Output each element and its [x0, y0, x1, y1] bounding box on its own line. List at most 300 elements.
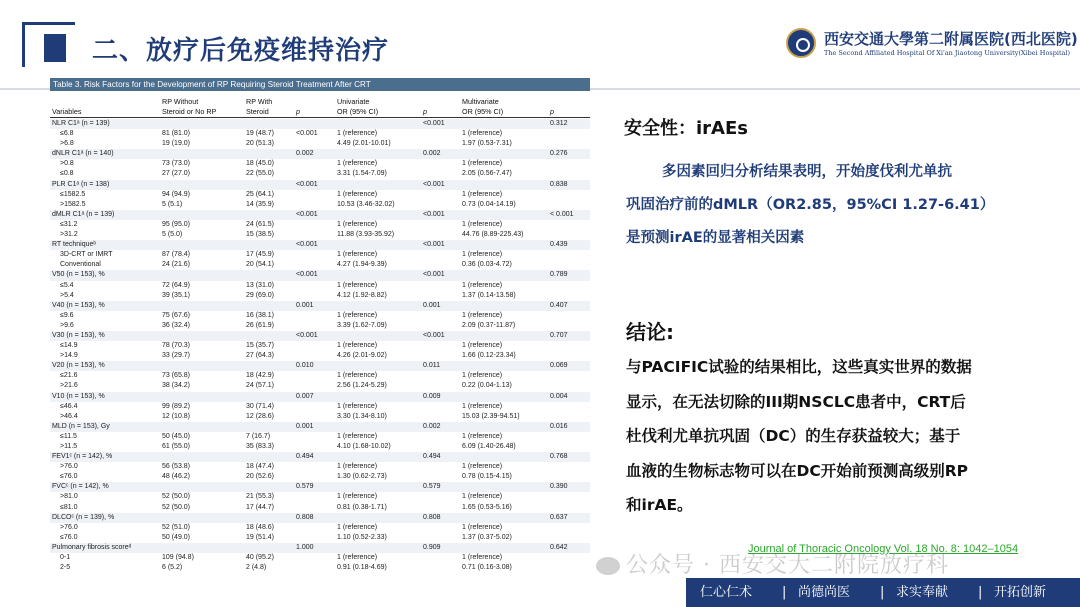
- table-cell-u: 4.27 (1.94-9.39): [337, 261, 387, 269]
- table-cell-m: 0.78 (0.15-4.15): [462, 473, 512, 481]
- table-row: [50, 159, 590, 169]
- table-row: [50, 553, 590, 563]
- table-caption: Table 3. Risk Factors for the Development of RP Requiring Steroid Treatment After CRT: [50, 78, 590, 91]
- table-cell-a: 19 (19.0): [162, 140, 191, 148]
- safety-line: 多因素回归分析结果表明，开始度伐利尤单抗: [662, 164, 952, 180]
- table-group-row: [50, 482, 590, 492]
- table-cell-v: NLR C1ᵃ (n = 139): [52, 120, 110, 127]
- table-row: [50, 442, 590, 452]
- table-cell-b: 19 (51.4): [246, 533, 275, 541]
- header-multivariate-1: Multivariate: [462, 97, 499, 106]
- table-cell-m: 15.03 (2.39-94.51): [462, 412, 520, 420]
- table-row: [50, 492, 590, 502]
- table-cell-u: 1 (reference): [337, 402, 378, 410]
- table-cell-b: 35 (83.3): [246, 443, 275, 450]
- table-group-row: [50, 331, 590, 341]
- table-cell-u: 0.81 (0.38-1.71): [337, 503, 387, 511]
- header-no-steroid-2: Steroid or No RP: [162, 107, 217, 116]
- table-cell-v: ≤76.0: [60, 533, 78, 541]
- table-row: [50, 381, 590, 391]
- table-cell-m: 6.09 (1.40-26.48): [462, 443, 516, 450]
- motto-divider: |: [880, 585, 885, 600]
- table-cell-a: 50 (49.0): [162, 533, 191, 541]
- table-cell-p2: 0.909: [423, 543, 441, 551]
- table-row: [50, 341, 590, 351]
- table-cell-p2: <0.001: [423, 180, 445, 188]
- table-group-row: [50, 301, 590, 311]
- table-cell-m: 1 (reference): [462, 463, 503, 471]
- table-cell-v: >76.0: [60, 523, 78, 531]
- table-cell-v: dMLR C1ᵃ (n = 139): [52, 210, 115, 218]
- table-cell-v: >76.0: [60, 463, 78, 471]
- table-cell-b: 22 (55.0): [246, 170, 275, 178]
- table-cell-b: 18 (42.9): [246, 372, 275, 380]
- table-group-row: [50, 180, 590, 190]
- table-cell-b: 21 (55.3): [246, 493, 275, 501]
- table-cell-p3: 0.707: [550, 331, 568, 339]
- table-group-row: [50, 210, 590, 220]
- table-cell-u: 1 (reference): [337, 342, 378, 350]
- table-cell-p1: 1.000: [296, 543, 314, 551]
- conclusion-line: 显示，在无法切除的III期NSCLC患者中，CRT后: [626, 392, 966, 411]
- table-group-row: [50, 422, 590, 432]
- table-cell-a: 73 (65.8): [162, 372, 191, 380]
- table-cell-p1: <0.001: [296, 180, 318, 188]
- table-cell-m: 0.36 (0.03-4.72): [462, 261, 512, 269]
- table-cell-p3: 0.838: [550, 180, 568, 188]
- table-cell-a: 72 (64.9): [162, 281, 191, 289]
- table-row: [50, 169, 590, 179]
- table-cell-b: 19 (48.7): [246, 130, 275, 138]
- table-cell-p1: 0.001: [296, 422, 314, 430]
- table-cell-v: >9.6: [60, 321, 74, 329]
- table-cell-a: 81 (81.0): [162, 130, 191, 138]
- table-cell-p1: <0.001: [296, 241, 318, 249]
- table-row: [50, 190, 590, 200]
- table-cell-b: 24 (61.5): [246, 220, 275, 228]
- table-group-row: [50, 392, 590, 402]
- table-cell-u: 3.39 (1.62-7.09): [337, 321, 387, 329]
- table-row: [50, 533, 590, 543]
- table-cell-b: 18 (45.0): [246, 160, 275, 168]
- table-cell-b: 17 (45.9): [246, 251, 275, 259]
- header-p-2: p: [423, 107, 427, 116]
- table-cell-u: 2.56 (1.24-5.29): [337, 382, 387, 390]
- table-cell-p1: <0.001: [296, 331, 318, 339]
- conclusion-line: 血液的生物标志物可以在DC开始前预测高级别RP: [626, 461, 969, 480]
- table-cell-p2: 0.001: [423, 301, 441, 309]
- table-cell-p2: 0.808: [423, 513, 441, 521]
- table-cell-p3: 0.642: [550, 543, 568, 551]
- table-cell-m: 1 (reference): [462, 432, 503, 440]
- table-cell-b: 25 (64.1): [246, 190, 275, 198]
- table-cell-u: 4.26 (2.01-9.02): [337, 352, 387, 360]
- table-cell-u: 0.91 (0.18-4.69): [337, 564, 387, 572]
- table-group-row: [50, 119, 590, 129]
- table-cell-p3: < 0.001: [550, 210, 574, 218]
- table-cell-u: 1 (reference): [337, 251, 378, 259]
- table-row: [50, 503, 590, 513]
- title-block-decoration: [44, 34, 66, 62]
- table-cell-m: 1 (reference): [462, 281, 503, 289]
- table-cell-v: ≤9.6: [60, 311, 74, 319]
- motto-divider: |: [782, 585, 787, 600]
- table-cell-p1: <0.001: [296, 130, 318, 138]
- table-cell-v: PLR C1ᵃ (n = 138): [52, 180, 110, 188]
- motto-4: 开拓创新: [994, 585, 1047, 600]
- table-cell-m: 1 (reference): [462, 523, 503, 531]
- table-cell-v: dNLR C1ᵃ (n = 140): [52, 150, 114, 158]
- table-cell-a: 36 (32.4): [162, 321, 191, 329]
- table-cell-p3: 0.069: [550, 362, 568, 370]
- table-cell-v: >11.5: [60, 443, 78, 450]
- table-cell-u: 1 (reference): [337, 220, 378, 228]
- table-row: [50, 281, 590, 291]
- table-cell-v: V30 (n = 153), %: [52, 331, 105, 339]
- table-cell-p3: 0.312: [550, 120, 568, 127]
- table-row: [50, 402, 590, 412]
- table-cell-b: 24 (57.1): [246, 382, 275, 390]
- table-cell-u: 11.88 (3.93-35.92): [337, 231, 395, 239]
- table-cell-v: >21.6: [60, 382, 78, 390]
- table-group-row: [50, 149, 590, 159]
- table-group-row: [50, 270, 590, 280]
- table-cell-u: 3.31 (1.54-7.09): [337, 170, 387, 178]
- table-body: [50, 119, 590, 573]
- table-cell-v: 2-5: [60, 564, 71, 572]
- table-cell-u: 1 (reference): [337, 130, 378, 138]
- header-steroid-1: RP With: [246, 97, 273, 106]
- table-cell-v: >5.4: [60, 291, 74, 299]
- table-cell-v: ≤76.0: [60, 473, 78, 481]
- risk-factor-table: [50, 78, 590, 590]
- table-cell-v: ≤46.4: [60, 402, 78, 410]
- table-cell-b: 13 (31.0): [246, 281, 275, 289]
- safety-heading: 安全性：irAEs: [624, 118, 748, 139]
- table-cell-v: 3D-CRT or IMRT: [60, 251, 113, 259]
- table-row: [50, 311, 590, 321]
- table-cell-m: 1 (reference): [462, 554, 503, 562]
- header-variables: Variables: [52, 107, 82, 116]
- table-row: [50, 462, 590, 472]
- table-row: [50, 260, 590, 270]
- hospital-name-cn: 西安交通大學第二附属医院(西北医院): [824, 30, 1078, 48]
- table-cell-m: 2.09 (0.37-11.87): [462, 321, 516, 329]
- table-cell-b: 7 (16.7): [246, 432, 271, 440]
- table-cell-m: 1.97 (0.53-7.31): [462, 140, 512, 148]
- table-cell-v: 0-1: [60, 554, 71, 562]
- table-cell-p1: <0.001: [296, 271, 318, 279]
- table-cell-m: 1.65 (0.53-5.16): [462, 503, 512, 511]
- table-cell-m: 1 (reference): [462, 493, 503, 501]
- table-cell-v: V50 (n = 153), %: [52, 271, 105, 279]
- table-cell-p2: 0.579: [423, 483, 441, 491]
- table-cell-v: ≤5.4: [60, 281, 74, 289]
- table-cell-b: 20 (52.6): [246, 473, 275, 481]
- table-cell-b: 16 (38.1): [246, 311, 275, 319]
- table-cell-m: 1 (reference): [462, 160, 503, 168]
- table-group-row: [50, 361, 590, 371]
- table-cell-a: 94 (94.9): [162, 190, 191, 198]
- table-cell-m: 1.37 (0.37-5.02): [462, 533, 512, 541]
- table-cell-a: 38 (34.2): [162, 382, 191, 390]
- table-cell-p3: 0.004: [550, 392, 568, 400]
- table-cell-u: 1 (reference): [337, 463, 378, 471]
- table-cell-v: >0.8: [60, 160, 74, 168]
- table-cell-m: 1 (reference): [462, 130, 503, 138]
- table-group-row: [50, 240, 590, 250]
- hospital-name-en: The Second Affiliated Hospital Of Xi'an Jiaotong University(Xibei Hospital): [824, 49, 1071, 57]
- table-cell-p1: 0.007: [296, 392, 314, 400]
- table-cell-u: 1 (reference): [337, 523, 378, 531]
- table-cell-a: 52 (50.0): [162, 493, 191, 501]
- journal-reference-link[interactable]: Journal of Thoracic Oncology Vol. 18 No. 8: 1042–1054: [748, 543, 1019, 555]
- table-cell-p1: 0.010: [296, 362, 314, 370]
- table-cell-u: 1.10 (0.52-2.33): [337, 533, 387, 541]
- table-cell-m: 1 (reference): [462, 402, 503, 410]
- table-cell-p1: 0.001: [296, 301, 314, 309]
- table-cell-m: 1 (reference): [462, 342, 503, 350]
- table-cell-u: 1 (reference): [337, 493, 378, 501]
- table-cell-u: 1 (reference): [337, 372, 378, 380]
- table-group-row: [50, 452, 590, 462]
- table-cell-a: 33 (29.7): [162, 352, 191, 360]
- table-cell-p1: 0.002: [296, 150, 314, 158]
- table-cell-p2: 0.494: [423, 453, 441, 461]
- table-cell-a: 99 (89.2): [162, 402, 191, 410]
- table-cell-a: 95 (95.0): [162, 220, 191, 228]
- table-cell-u: 10.53 (3.46-32.02): [337, 200, 395, 208]
- table-row: [50, 230, 590, 240]
- motto-2: 尚德尚医: [798, 585, 851, 600]
- motto-divider: |: [978, 585, 983, 600]
- table-cell-v: >46.4: [60, 412, 78, 420]
- header-p-1: p: [296, 107, 300, 116]
- table-cell-p2: 0.002: [423, 150, 441, 158]
- table-cell-b: 15 (38.5): [246, 231, 275, 239]
- table-cell-a: 75 (67.6): [162, 311, 191, 319]
- table-cell-b: 26 (61.9): [246, 321, 275, 329]
- table-cell-b: 20 (54.1): [246, 261, 275, 269]
- table-row: [50, 472, 590, 482]
- hospital-seal-icon: [786, 28, 816, 58]
- table-cell-m: 1 (reference): [462, 311, 503, 319]
- table-cell-u: 1 (reference): [337, 160, 378, 168]
- table-cell-a: 5 (5.1): [162, 200, 183, 208]
- table-cell-p3: 0.390: [550, 483, 568, 491]
- table-cell-v: V40 (n = 153), %: [52, 301, 105, 309]
- safety-line: 巩固治疗前的dMLR（OR2.85，95%CI 1.27-6.41）: [626, 197, 995, 213]
- table-cell-v: >81.0: [60, 493, 78, 501]
- table-cell-m: 1 (reference): [462, 190, 503, 198]
- table-cell-a: 78 (70.3): [162, 342, 191, 350]
- table-cell-m: 0.71 (0.16-3.08): [462, 564, 512, 572]
- hospital-logo: [786, 26, 1076, 66]
- table-cell-p2: 0.002: [423, 422, 441, 430]
- table-cell-b: 18 (48.6): [246, 523, 275, 531]
- table-cell-u: 1 (reference): [337, 190, 378, 198]
- table-row: [50, 220, 590, 230]
- table-cell-p1: 0.808: [296, 513, 314, 521]
- table-row: [50, 139, 590, 149]
- table-cell-u: 4.12 (1.92-8.82): [337, 291, 387, 299]
- table-cell-p2: <0.001: [423, 271, 445, 279]
- table-cell-p2: <0.001: [423, 210, 445, 218]
- watermark: [596, 548, 949, 579]
- table-cell-p1: <0.001: [296, 210, 318, 218]
- table-cell-v: >14.9: [60, 352, 78, 360]
- table-cell-p3: 0.016: [550, 422, 568, 430]
- table-cell-v: ≤14.9: [60, 342, 78, 350]
- table-row: [50, 291, 590, 301]
- table-cell-m: 0.73 (0.04-14.19): [462, 200, 516, 208]
- conclusion-line: 和irAE。: [626, 496, 693, 514]
- conclusion-text: [626, 350, 1046, 523]
- header-multivariate-2: OR (95% CI): [462, 107, 504, 116]
- slide-title: 二、放疗后免疫维持治疗: [92, 36, 390, 66]
- watermark-text: 公众号 · 西安交大二附院放疗科: [626, 553, 949, 578]
- table-row: [50, 351, 590, 361]
- table-cell-v: ≤21.6: [60, 372, 78, 380]
- table-cell-p1: 0.494: [296, 453, 314, 461]
- table-cell-b: 20 (51.3): [246, 140, 275, 148]
- table-cell-a: 39 (35.1): [162, 291, 191, 299]
- table-row: [50, 371, 590, 381]
- table-cell-a: 48 (46.2): [162, 473, 191, 481]
- table-cell-u: 1 (reference): [337, 554, 378, 562]
- table-cell-a: 50 (45.0): [162, 432, 191, 440]
- table-cell-p1: 0.579: [296, 483, 314, 491]
- table-cell-u: 1 (reference): [337, 281, 378, 289]
- table-cell-v: ≤6.8: [60, 130, 74, 138]
- table-cell-a: 73 (73.0): [162, 160, 191, 168]
- table-cell-a: 5 (5.0): [162, 231, 183, 239]
- table-cell-v: ≤11.5: [60, 432, 77, 440]
- table-cell-b: 12 (28.6): [246, 412, 275, 420]
- table-row: [50, 129, 590, 139]
- table-cell-b: 18 (47.4): [246, 463, 275, 471]
- table-cell-a: 56 (53.8): [162, 463, 191, 471]
- table-cell-u: 1.30 (0.62-2.73): [337, 473, 387, 481]
- motto-3: 求实奉献: [896, 585, 949, 600]
- table-cell-b: 2 (4.8): [246, 564, 267, 572]
- table-cell-v: ≤31.2: [60, 220, 78, 228]
- table-cell-p3: 0.789: [550, 271, 568, 279]
- table-cell-a: 61 (55.0): [162, 443, 191, 450]
- table-cell-p2: <0.001: [423, 241, 445, 249]
- table-cell-p3: 0.407: [550, 301, 568, 309]
- table-cell-a: 27 (27.0): [162, 170, 191, 178]
- table-cell-m: 1 (reference): [462, 372, 503, 380]
- header-univariate-2: OR (95% CI): [337, 107, 379, 116]
- table-cell-v: FVCᶜ (n = 142), %: [52, 483, 109, 491]
- table-cell-u: 3.30 (1.34-8.10): [337, 412, 387, 420]
- table-cell-v: Pulmonary fibrosis scoreᵈ: [52, 543, 132, 551]
- table-cell-u: 1 (reference): [337, 432, 378, 440]
- table-cell-p3: 0.637: [550, 513, 568, 521]
- header-univariate-1: Univariate: [337, 97, 370, 106]
- table-header: [50, 93, 590, 118]
- table-cell-p3: 0.276: [550, 150, 568, 158]
- conclusion-line: 与PACIFIC试验的结果相比，这些真实世界的数据: [626, 358, 972, 376]
- table-cell-v: ≤81.0: [60, 503, 78, 511]
- table-cell-u: 1 (reference): [337, 311, 378, 319]
- header-steroid-2: Steroid: [246, 107, 269, 116]
- table-cell-p3: 0.768: [550, 453, 568, 461]
- table-cell-v: ≤1582.5: [60, 190, 86, 198]
- table-cell-m: 0.22 (0.04-1.13): [462, 382, 512, 390]
- table-cell-m: 1.37 (0.14-13.58): [462, 291, 516, 299]
- safety-text: [626, 156, 1046, 255]
- table-cell-m: 1 (reference): [462, 251, 503, 259]
- table-row: [50, 563, 590, 573]
- table-cell-v: V10 (n = 153), %: [52, 392, 105, 400]
- table-cell-v: V20 (n = 153), %: [52, 362, 105, 370]
- table-cell-b: 14 (35.9): [246, 200, 275, 208]
- table-cell-m: 1.66 (0.12-23.34): [462, 352, 516, 360]
- table-row: [50, 412, 590, 422]
- table-cell-v: >1582.5: [60, 200, 86, 208]
- table-cell-p2: <0.001: [423, 120, 445, 127]
- table-cell-v: >6.8: [60, 140, 74, 148]
- header-p-3: p: [550, 107, 554, 116]
- table-row: [50, 321, 590, 331]
- table-row: [50, 250, 590, 260]
- table-cell-v: MLD (n = 153), Gy: [52, 422, 110, 430]
- wechat-icon: [596, 557, 620, 575]
- table-cell-u: 4.10 (1.68-10.02): [337, 443, 391, 450]
- table-cell-b: 27 (64.3): [246, 352, 275, 360]
- table-cell-b: 40 (95.2): [246, 554, 275, 562]
- table-cell-v: Conventional: [60, 261, 101, 269]
- table-cell-m: 1 (reference): [462, 220, 503, 228]
- table-cell-m: 2.05 (0.56-7.47): [462, 170, 512, 178]
- conclusion-heading: 结论:: [626, 320, 674, 344]
- safety-line: 是预测irAE的显著相关因素: [626, 230, 805, 246]
- table-cell-p3: 0.439: [550, 241, 568, 249]
- motto-1: 仁心仁术: [700, 585, 753, 600]
- table-group-row: [50, 543, 590, 553]
- header-no-steroid-1: RP Without: [162, 97, 199, 106]
- table-cell-a: 24 (21.6): [162, 261, 191, 269]
- footer-motto-bar: [686, 578, 1080, 607]
- table-cell-a: 6 (5.2): [162, 564, 183, 572]
- table-cell-v: >31.2: [60, 231, 78, 239]
- table-cell-a: 12 (10.8): [162, 412, 191, 420]
- table-cell-v: RT techniqueᵇ: [52, 241, 97, 249]
- table-group-row: [50, 513, 590, 523]
- table-row: [50, 432, 590, 442]
- table-cell-u: 4.49 (2.01-10.01): [337, 140, 391, 148]
- table-cell-v: DLCOᶜ (n = 139), %: [52, 513, 115, 521]
- table-cell-m: 44.76 (8.89-225.43): [462, 231, 524, 239]
- table-cell-b: 15 (35.7): [246, 342, 275, 350]
- table-cell-b: 29 (69.0): [246, 291, 275, 299]
- table-cell-a: 52 (50.0): [162, 503, 191, 511]
- table-cell-p2: 0.011: [423, 362, 440, 370]
- table-cell-p2: <0.001: [423, 331, 445, 339]
- table-row: [50, 523, 590, 533]
- table-row: [50, 200, 590, 210]
- table-cell-a: 52 (51.0): [162, 523, 191, 531]
- table-cell-p2: 0.009: [423, 392, 441, 400]
- table-cell-a: 87 (78.4): [162, 251, 191, 259]
- table-cell-v: FEV1ᶜ (n = 142), %: [52, 453, 113, 461]
- table-cell-b: 30 (71.4): [246, 402, 275, 410]
- table-cell-a: 109 (94.8): [162, 554, 194, 562]
- table-cell-v: ≤0.8: [60, 170, 74, 178]
- table-cell-b: 17 (44.7): [246, 503, 275, 511]
